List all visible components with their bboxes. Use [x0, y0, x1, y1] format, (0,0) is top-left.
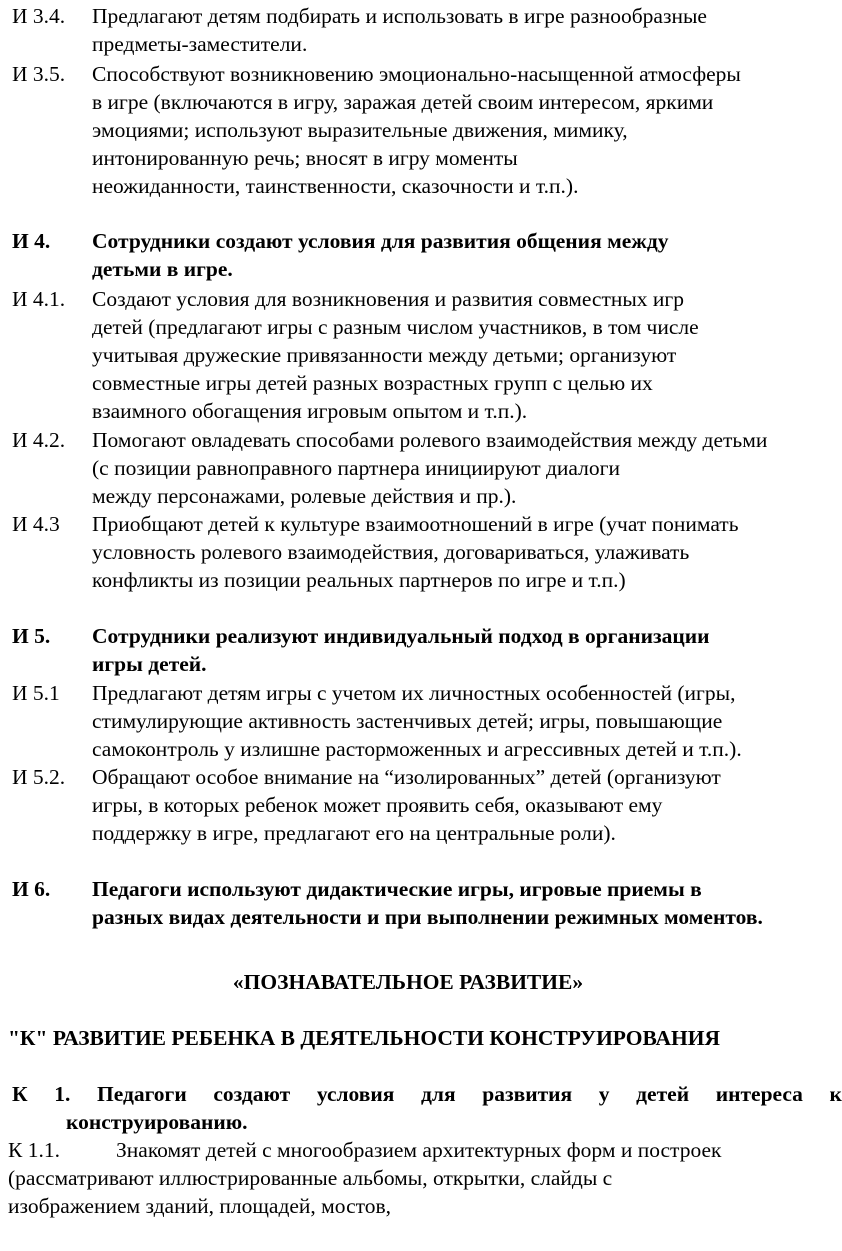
item-text-line: игры, в которых ребенок может проявить себя, оказывают ему: [92, 793, 663, 817]
item-text-line: совместные игры детей разных возрастных групп с целью их: [92, 371, 653, 395]
item-text-line: конфликты из позиции реальных партнеров по игре и т.п.): [92, 568, 626, 592]
item-text-line: Сотрудники реализуют индивидуальный подход в организации: [92, 624, 710, 648]
item-text-line: детей (предлагают игры с разным числом участников, в том числе: [92, 315, 699, 339]
k1-word: развития: [482, 1082, 573, 1106]
item-text-line: Способствуют возникновению эмоционально-насыщенной атмосферы: [92, 62, 741, 86]
item-text-line: неожиданности, таинственности, сказочности и т.п.).: [92, 174, 579, 198]
item-text-line: условность ролевого взаимодействия, договариваться, улаживать: [92, 540, 690, 564]
k1-heading-line1: [12, 1080, 842, 1108]
item-code: И 4.: [12, 229, 51, 253]
item-text-line: стимулирующие активность застенчивых детей; игры, повышающие: [92, 709, 723, 733]
k1-word: К: [12, 1082, 28, 1106]
item-code: И 5.: [12, 624, 51, 648]
item-text-line: интонированную речь; вносят в игру моменты: [92, 146, 518, 170]
item-text-line: детьми в игре.: [92, 257, 233, 281]
item-text-line: Педагоги используют дидактические игры, игровые приемы в: [92, 877, 702, 901]
item-text-line: поддержку в игре, предлагают его на центральные роли).: [92, 821, 616, 845]
item-text-line: Предлагают детям подбирать и использовать в игре разнообразные: [92, 4, 707, 28]
k1-word: детей: [636, 1082, 690, 1106]
item-text-line: предметы-заместители.: [92, 32, 308, 56]
k1-heading-line2: конструированию.: [66, 1110, 248, 1134]
item-text-line: Сотрудники создают условия для развития общения между: [92, 229, 669, 253]
k1-word: для: [421, 1082, 456, 1106]
item-text-line: Приобщают детей к культуре взаимоотношений в игре (учат понимать: [92, 512, 739, 536]
k11-line3: изображением зданий, площадей, мостов,: [8, 1194, 392, 1218]
k1-word: создают: [213, 1082, 291, 1106]
item-code: И 4.2.: [12, 428, 66, 452]
item-text-line: Создают условия для возникновения и развития совместных игр: [92, 287, 684, 311]
item-text-line: учитывая дружеские привязанности между детьми; организуют: [92, 343, 677, 367]
k1-word: к: [829, 1082, 842, 1106]
k1-word: Педагоги: [96, 1082, 187, 1106]
subsection-title: "К" РАЗВИТИЕ РЕБЕНКА В ДЕЯТЕЛЬНОСТИ КОНСТРУИРОВАНИЯ: [8, 1026, 721, 1050]
item-code: И 3.5.: [12, 62, 66, 86]
k11-line1: Знакомят детей с многообразием архитектурных форм и построек: [116, 1138, 722, 1162]
section-title: «ПОЗНАВАТЕЛЬНОЕ РАЗВИТИЕ»: [232, 970, 584, 994]
k1-word: условия: [316, 1082, 395, 1106]
item-text-line: эмоциями; используют выразительные движения, мимику,: [92, 118, 628, 142]
item-text-line: взаимного обогащения игровым опытом и т.п.).: [92, 399, 528, 423]
item-code: И 5.1: [12, 681, 60, 705]
item-text-line: разных видах деятельности и при выполнении режимных моментов.: [92, 905, 763, 929]
item-text-line: Обращают особое внимание на “изолированных” детей (организуют: [92, 765, 721, 789]
item-code: И 3.4.: [12, 4, 66, 28]
k1-word: у: [598, 1082, 610, 1106]
item-text-line: в игре (включаются в игру, заражая детей своим интересом, яркими: [92, 90, 714, 114]
item-code: И 6.: [12, 877, 51, 901]
item-code: И 4.3: [12, 512, 60, 536]
item-code: И 4.1.: [12, 287, 66, 311]
item-text-line: Помогают овладевать способами ролевого взаимодействия между детьми: [92, 428, 768, 452]
k1-word: 1.: [54, 1082, 71, 1106]
k11-line2: (рассматривают иллюстрированные альбомы, открытки, слайды с: [8, 1166, 613, 1190]
k11-code: К 1.1.: [8, 1138, 60, 1162]
item-text-line: самоконтроль у излишне расторможенных и агрессивных детей и т.п.).: [92, 737, 742, 761]
item-text-line: (с позиции равноправного партнера инициируют диалоги: [92, 456, 620, 480]
item-text-line: между персонажами, ролевые действия и пр.).: [92, 484, 517, 508]
item-code: И 5.2.: [12, 765, 66, 789]
k1-word: интереса: [715, 1082, 803, 1106]
item-text-line: игры детей.: [92, 652, 207, 676]
item-text-line: Предлагают детям игры с учетом их личностных особенностей (игры,: [92, 681, 736, 705]
